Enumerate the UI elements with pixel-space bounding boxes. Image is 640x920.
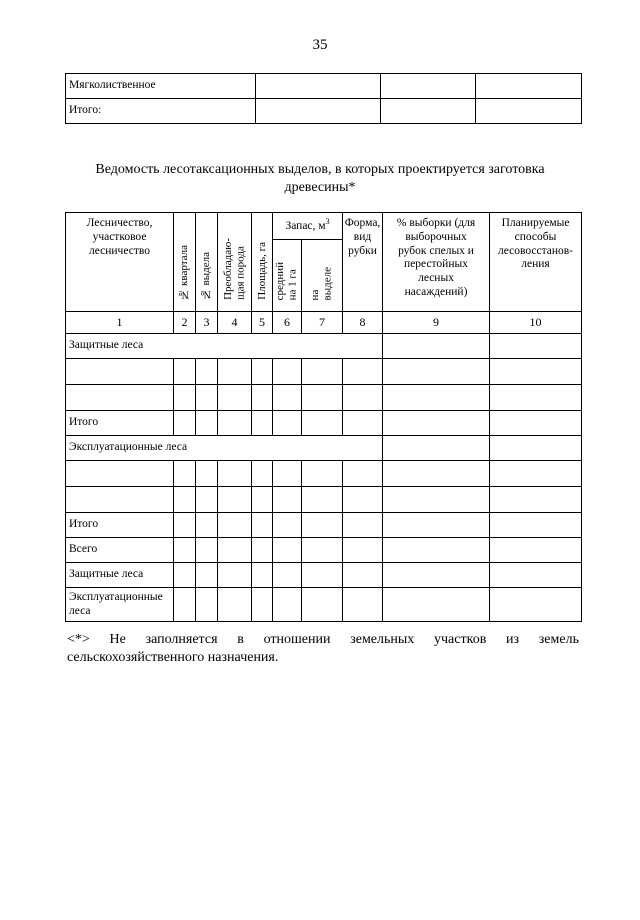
table-row	[66, 385, 582, 411]
header-stock-per-allotment: на выделе	[302, 240, 343, 312]
row-label: Итого:	[66, 99, 256, 124]
total-label: Всего	[66, 538, 174, 563]
header-felling-form: Форма, вид рубки	[343, 213, 383, 312]
table-row	[66, 334, 582, 359]
table-row	[66, 99, 582, 124]
header-selection-percent: % выборки (для выборочных рубок спелых и перестойных лесных насаждений)	[383, 213, 490, 312]
header-forestry: Лесничество, участковое лесничество	[66, 213, 174, 312]
table-row	[66, 74, 582, 99]
table-row	[66, 436, 582, 461]
table-row	[66, 588, 582, 622]
header-area: Площадь, га	[252, 213, 273, 312]
summary-protective-label: Защитные леса	[66, 563, 174, 588]
table-row	[66, 513, 582, 538]
section-exploitation-label: Эксплуатационные леса	[66, 436, 383, 461]
subtotal-label: Итого	[66, 411, 174, 436]
header-row	[66, 213, 582, 240]
row-label: Мягколиственное	[66, 74, 256, 99]
table-row	[66, 411, 582, 436]
table-row	[66, 538, 582, 563]
header-reforestation: Планируемые способы лесовосстанов- ления	[490, 213, 582, 312]
header-allotment: № выдела	[196, 213, 218, 312]
header-stock-per-ha: средний на 1 га	[273, 240, 302, 312]
table-row	[66, 563, 582, 588]
header-species: Преобладаю- щая порода	[218, 213, 252, 312]
table-row	[66, 359, 582, 385]
footnote: <*> Не заполняется в отношении земельных участков из земель сельскохозяйственного назначения.	[67, 632, 579, 666]
top-table	[65, 73, 582, 124]
section-protective-label: Защитные леса	[66, 334, 383, 359]
summary-exploitation-label: Эксплуатационные леса	[66, 588, 174, 622]
document-title: Ведомость лесотаксационных выделов, в которых проектируется заготовка древесины*	[95, 162, 545, 195]
page-number: 35	[312, 37, 328, 53]
table-row	[66, 461, 582, 487]
table-row	[66, 487, 582, 513]
allotment-table	[65, 212, 582, 622]
header-quarter: № квартала	[174, 213, 196, 312]
column-numbers-row: 1 2 3 4 5 6 7 8 9 10	[66, 312, 582, 334]
header-stock: Запас, $м^3$	[273, 213, 343, 240]
subtotal-label: Итого	[66, 513, 174, 538]
